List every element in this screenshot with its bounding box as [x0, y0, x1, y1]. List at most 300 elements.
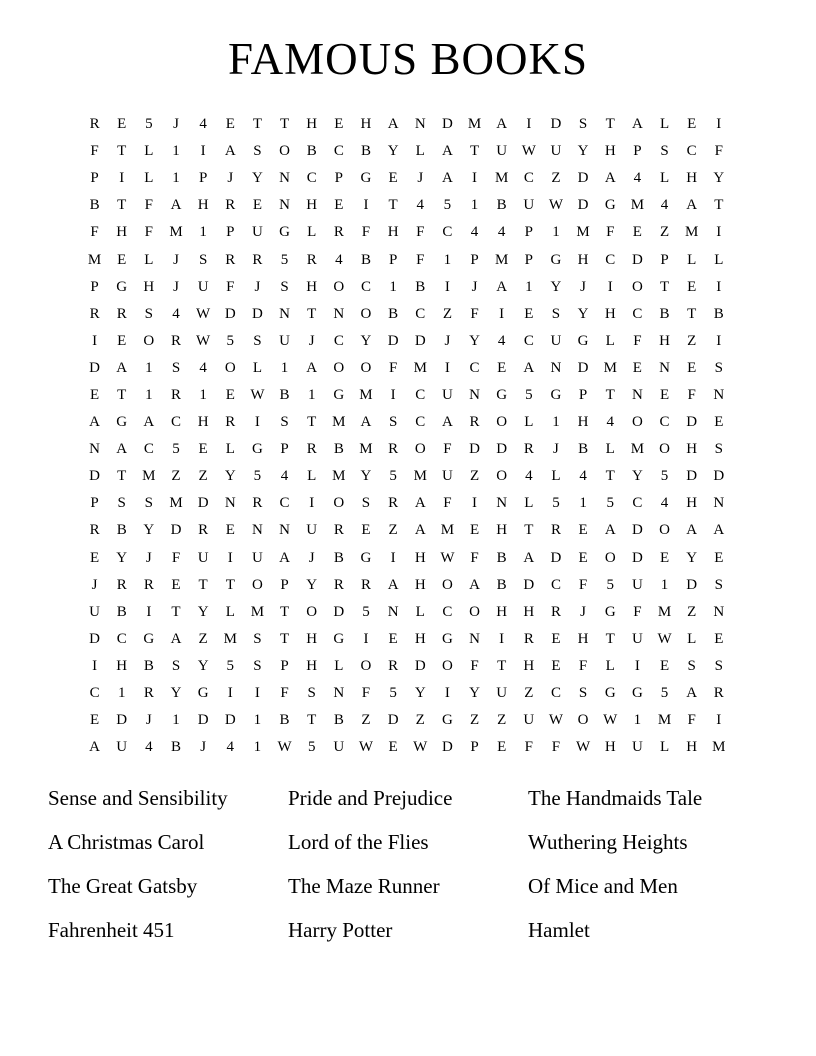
grid-cell: L — [415, 143, 425, 160]
grid-cell: D — [414, 332, 426, 349]
grid-cell: H — [496, 522, 508, 539]
grid-cell: T — [279, 603, 290, 620]
grid-cell: E — [551, 657, 561, 674]
grid-cell: 1 — [117, 685, 126, 702]
grid-cell: B — [279, 712, 290, 729]
grid-cell: R — [143, 685, 154, 702]
grid-cell: A — [686, 522, 698, 539]
grid-cell: S — [361, 495, 371, 512]
grid-cell: E — [714, 549, 724, 566]
grid-cell: A — [686, 197, 698, 214]
grid-cell: D — [251, 305, 263, 322]
grid-cell: G — [143, 630, 155, 647]
grid-cell: 4 — [497, 332, 506, 349]
grid-cell: U — [116, 739, 128, 756]
grid-cell: T — [279, 630, 290, 647]
grid-cell: S — [578, 685, 588, 702]
grid-cell: C — [442, 603, 453, 620]
grid-cell: P — [90, 495, 99, 512]
grid-cell: 5 — [172, 441, 180, 458]
grid-cell: C — [550, 685, 561, 702]
grid-cell: 1 — [660, 576, 669, 593]
grid-cell: S — [307, 685, 316, 702]
grid-cell: Z — [524, 685, 534, 702]
grid-cell: Z — [198, 630, 208, 647]
grid-cell: H — [387, 224, 399, 241]
grid-cell: M — [576, 224, 590, 241]
grid-cell: C — [415, 305, 426, 322]
grid-cell: C — [415, 414, 426, 431]
grid-cell: U — [441, 468, 453, 485]
grid-cell: 1 — [443, 251, 452, 268]
grid-cell: Z — [361, 712, 371, 729]
grid-cell: T — [307, 414, 317, 431]
grid-cell: 5 — [280, 251, 289, 268]
grid-cell: R — [523, 441, 534, 458]
grid-cell: B — [496, 197, 507, 214]
grid-cell: F — [144, 224, 154, 241]
grid-cell: J — [444, 332, 451, 349]
grid-cell: O — [604, 549, 616, 566]
grid-cell: 4 — [226, 739, 235, 756]
grid-cell: R — [360, 576, 371, 593]
grid-cell: S — [253, 143, 262, 160]
grid-cell: J — [145, 549, 152, 566]
grid-cell: W — [440, 549, 455, 566]
grid-cell: E — [687, 359, 697, 376]
grid-cell: Y — [116, 549, 128, 566]
word-list-item: Hamlet — [528, 918, 590, 943]
grid-cell: H — [116, 657, 128, 674]
grid-cell: O — [631, 278, 643, 295]
grid-cell: N — [224, 495, 236, 512]
grid-cell: M — [87, 251, 102, 268]
grid-cell: U — [89, 603, 100, 620]
grid-cell: R — [143, 576, 154, 593]
grid-cell: B — [333, 549, 344, 566]
grid-cell: G — [279, 224, 290, 241]
grid-cell: Y — [251, 170, 263, 187]
grid-cell: I — [146, 603, 152, 620]
grid-cell: M — [250, 603, 265, 620]
grid-cell: L — [415, 603, 425, 620]
grid-cell: Y — [387, 143, 399, 160]
grid-cell: 4 — [497, 224, 506, 241]
grid-cell: L — [659, 739, 670, 756]
grid-cell: Z — [687, 603, 697, 620]
grid-cell: W — [250, 386, 265, 403]
grid-cell: B — [578, 441, 589, 458]
grid-cell: F — [416, 224, 425, 241]
word-search-grid — [81, 111, 732, 761]
grid-cell: L — [551, 468, 561, 485]
grid-cell: C — [605, 251, 616, 268]
grid-cell: 1 — [525, 278, 533, 295]
grid-cell: H — [577, 251, 589, 268]
grid-cell: H — [143, 278, 155, 295]
grid-cell: W — [521, 143, 536, 160]
grid-cell: U — [631, 576, 643, 593]
grid-cell: 5 — [525, 386, 533, 403]
word-list-item: Sense and Sensibility — [48, 785, 228, 810]
grid-cell: 1 — [470, 197, 479, 214]
grid-cell: R — [388, 657, 399, 674]
grid-cell: H — [197, 197, 209, 214]
grid-cell: T — [687, 305, 697, 322]
grid-cell: A — [496, 116, 508, 133]
grid-cell: H — [577, 630, 589, 647]
grid-cell: D — [550, 549, 562, 566]
grid-cell: S — [714, 576, 723, 593]
grid-cell: F — [144, 197, 154, 214]
grid-cell: H — [197, 414, 209, 431]
grid-cell: H — [523, 657, 535, 674]
grid-cell: L — [659, 116, 670, 133]
grid-cell: D — [686, 414, 698, 431]
grid-cell: 1 — [172, 170, 180, 187]
grid-cell: T — [171, 603, 181, 620]
grid-cell: G — [360, 170, 372, 187]
grid-cell: Y — [360, 332, 372, 349]
grid-cell: C — [632, 495, 643, 512]
grid-cell: T — [659, 278, 670, 295]
grid-cell: B — [496, 549, 507, 566]
grid-cell: O — [306, 603, 318, 620]
grid-cell: N — [713, 603, 725, 620]
grid-cell: B — [713, 305, 724, 322]
grid-cell: B — [659, 305, 670, 322]
grid-cell: J — [145, 712, 152, 729]
grid-cell: Z — [442, 305, 452, 322]
grid-cell: M — [657, 603, 672, 620]
grid-cell: A — [523, 359, 535, 376]
grid-cell: R — [388, 495, 399, 512]
grid-cell: L — [307, 224, 317, 241]
grid-cell: 1 — [172, 712, 180, 729]
grid-cell: E — [687, 116, 697, 133]
grid-cell: 1 — [389, 278, 397, 295]
grid-cell: P — [578, 386, 588, 403]
grid-cell: W — [603, 712, 618, 729]
grid-cell: A — [686, 685, 698, 702]
grid-cell: F — [633, 332, 642, 349]
grid-cell: M — [440, 522, 455, 539]
grid-cell: J — [580, 278, 587, 295]
grid-cell: F — [714, 143, 723, 160]
grid-cell: F — [361, 224, 371, 241]
grid-cell: 4 — [416, 197, 424, 214]
grid-cell: F — [687, 386, 696, 403]
grid-cell: U — [631, 630, 643, 647]
grid-cell: R — [713, 685, 724, 702]
grid-cell: D — [414, 657, 426, 674]
grid-cell: H — [686, 495, 698, 512]
grid-cell: R — [523, 630, 534, 647]
grid-cell: G — [604, 685, 616, 702]
word-list-item: Of Mice and Men — [528, 873, 678, 898]
grid-cell: L — [687, 630, 697, 647]
grid-cell: H — [523, 603, 535, 620]
grid-cell: I — [92, 657, 98, 674]
grid-cell: F — [226, 278, 235, 295]
grid-cell: H — [577, 414, 589, 431]
grid-cell: U — [550, 143, 562, 160]
grid-cell: I — [254, 685, 260, 702]
grid-cell: Z — [687, 332, 697, 349]
grid-cell: Y — [197, 603, 209, 620]
grid-cell: T — [307, 305, 317, 322]
grid-cell: 5 — [606, 495, 614, 512]
grid-cell: D — [686, 576, 698, 593]
grid-cell: D — [333, 603, 345, 620]
grid-cell: S — [280, 278, 289, 295]
grid-cell: R — [550, 603, 561, 620]
grid-cell: H — [496, 603, 508, 620]
grid-cell: L — [144, 170, 154, 187]
grid-cell: N — [469, 630, 480, 647]
grid-cell: 5 — [443, 197, 452, 214]
word-list-item: The Maze Runner — [288, 873, 440, 898]
grid-cell: T — [117, 386, 127, 403]
grid-cell: C — [659, 414, 670, 431]
grid-cell: Z — [551, 170, 561, 187]
grid-cell: S — [117, 495, 126, 512]
grid-cell: O — [441, 657, 453, 674]
grid-cell: S — [280, 414, 289, 431]
grid-cell: S — [714, 359, 723, 376]
grid-cell: O — [333, 278, 345, 295]
grid-cell: R — [116, 305, 127, 322]
grid-cell: G — [550, 251, 562, 268]
grid-cell: I — [200, 143, 206, 160]
grid-cell: W — [196, 305, 211, 322]
grid-cell: D — [577, 359, 589, 376]
grid-cell: T — [279, 116, 290, 133]
grid-cell: T — [198, 576, 208, 593]
grid-cell: Z — [469, 712, 480, 729]
grid-cell: S — [253, 630, 262, 647]
grid-cell: M — [495, 251, 509, 268]
grid-cell: Y — [686, 549, 698, 566]
grid-cell: S — [687, 657, 696, 674]
grid-cell: C — [89, 685, 100, 702]
grid-cell: M — [142, 468, 156, 485]
grid-cell: 5 — [552, 495, 560, 512]
grid-cell: T — [497, 657, 507, 674]
grid-cell: H — [360, 116, 372, 133]
grid-cell: E — [252, 197, 262, 214]
grid-cell: I — [444, 278, 450, 295]
grid-cell: S — [198, 251, 208, 268]
grid-cell: Z — [388, 522, 398, 539]
grid-cell: E — [632, 359, 642, 376]
grid-cell: O — [333, 359, 345, 376]
grid-cell: A — [414, 522, 426, 539]
grid-cell: D — [441, 116, 453, 133]
grid-cell: I — [309, 495, 315, 512]
grid-cell: T — [524, 522, 534, 539]
grid-cell: Z — [469, 468, 480, 485]
grid-cell: C — [306, 170, 317, 187]
grid-cell: 1 — [579, 495, 587, 512]
grid-cell: T — [605, 116, 615, 133]
grid-cell: E — [388, 739, 398, 756]
grid-cell: A — [441, 170, 453, 187]
grid-cell: W — [576, 739, 591, 756]
grid-cell: F — [171, 549, 181, 566]
grid-cell: F — [280, 685, 289, 702]
grid-cell: E — [687, 278, 697, 295]
grid-cell: N — [333, 685, 345, 702]
grid-cell: Y — [550, 278, 562, 295]
grid-cell: E — [198, 441, 208, 458]
grid-cell: E — [497, 359, 507, 376]
grid-cell: M — [169, 224, 183, 241]
grid-cell: J — [200, 739, 207, 756]
grid-cell: M — [603, 359, 617, 376]
grid-cell: 4 — [335, 251, 343, 268]
grid-cell: U — [306, 522, 318, 539]
grid-cell: M — [413, 359, 427, 376]
grid-cell: B — [116, 603, 127, 620]
grid-cell: H — [686, 170, 698, 187]
grid-cell: C — [469, 359, 480, 376]
grid-cell: 5 — [389, 468, 397, 485]
grid-cell: D — [387, 332, 399, 349]
grid-cell: D — [387, 712, 399, 729]
grid-cell: E — [469, 522, 480, 539]
grid-cell: W — [548, 197, 564, 214]
grid-cell: E — [89, 712, 100, 729]
grid-cell: R — [306, 441, 317, 458]
grid-cell: A — [604, 522, 616, 539]
grid-cell: I — [499, 305, 505, 322]
grid-cell: Y — [306, 576, 318, 593]
grid-cell: F — [633, 603, 642, 620]
grid-cell: C — [333, 332, 344, 349]
grid-cell: 1 — [280, 359, 289, 376]
grid-cell: P — [633, 143, 642, 160]
grid-cell: N — [414, 116, 426, 133]
grid-cell: P — [660, 251, 669, 268]
grid-cell: N — [387, 603, 399, 620]
grid-cell: J — [471, 278, 478, 295]
grid-cell: A — [116, 441, 128, 458]
grid-cell: G — [577, 332, 589, 349]
grid-cell: B — [170, 739, 181, 756]
grid-cell: G — [441, 712, 453, 729]
grid-cell: G — [116, 278, 128, 295]
grid-cell: I — [607, 278, 613, 295]
grid-cell: L — [252, 359, 262, 376]
grid-cell: W — [657, 630, 672, 647]
grid-cell: N — [279, 305, 290, 322]
grid-cell: D — [550, 116, 562, 133]
grid-cell: 4 — [280, 468, 289, 485]
grid-cell: F — [90, 143, 99, 160]
grid-cell: D — [170, 522, 182, 539]
grid-cell: I — [254, 414, 260, 431]
grid-cell: H — [659, 332, 670, 349]
grid-cell: U — [333, 739, 345, 756]
grid-cell: L — [659, 170, 670, 187]
grid-cell: 5 — [253, 468, 262, 485]
grid-cell: L — [307, 468, 317, 485]
grid-cell: C — [550, 576, 561, 593]
grid-cell: F — [687, 712, 696, 729]
grid-cell: D — [496, 441, 508, 458]
grid-cell: M — [332, 468, 346, 485]
grid-cell: S — [253, 332, 262, 349]
grid-cell: R — [225, 197, 236, 214]
grid-cell: G — [550, 386, 562, 403]
grid-cell: A — [713, 522, 725, 539]
grid-cell: S — [551, 305, 561, 322]
grid-cell: N — [279, 522, 290, 539]
grid-cell: J — [254, 278, 261, 295]
grid-cell: 5 — [307, 739, 316, 756]
grid-cell: A — [360, 414, 372, 431]
grid-cell: F — [470, 657, 479, 674]
grid-cell: S — [714, 441, 723, 458]
grid-cell: 1 — [633, 712, 642, 729]
grid-cell: A — [441, 414, 453, 431]
grid-cell: C — [279, 495, 290, 512]
grid-cell: H — [414, 576, 426, 593]
grid-cell: W — [277, 739, 292, 756]
grid-cell: T — [117, 468, 127, 485]
grid-cell: F — [90, 224, 99, 241]
grid-cell: 1 — [552, 414, 560, 431]
grid-cell: O — [631, 414, 643, 431]
grid-cell: B — [415, 278, 426, 295]
grid-cell: D — [89, 630, 100, 647]
grid-cell: P — [280, 657, 289, 674]
grid-cell: E — [117, 251, 127, 268]
grid-cell: U — [550, 332, 562, 349]
grid-cell: R — [89, 305, 100, 322]
grid-cell: Y — [143, 522, 155, 539]
grid-cell: O — [360, 359, 372, 376]
grid-cell: E — [551, 630, 561, 647]
grid-cell: I — [119, 170, 125, 187]
grid-cell: W — [196, 332, 211, 349]
grid-cell: 4 — [525, 468, 533, 485]
grid-cell: E — [659, 657, 670, 674]
grid-cell: F — [578, 576, 588, 593]
grid-cell: N — [713, 386, 725, 403]
grid-cell: I — [526, 116, 532, 133]
grid-cell: H — [604, 305, 616, 322]
grid-cell: P — [226, 224, 235, 241]
grid-cell: W — [358, 739, 374, 756]
grid-cell: 4 — [172, 305, 180, 322]
grid-cell: E — [334, 116, 344, 133]
grid-cell: J — [173, 251, 179, 268]
grid-cell: 1 — [253, 712, 262, 729]
grid-cell: B — [496, 576, 507, 593]
grid-cell: I — [716, 332, 722, 349]
word-list-item: The Great Gatsby — [48, 873, 198, 898]
grid-cell: G — [333, 386, 345, 403]
grid-cell: M — [359, 441, 373, 458]
grid-cell: M — [467, 116, 482, 133]
grid-cell: U — [496, 143, 508, 160]
grid-cell: I — [716, 278, 722, 295]
grid-cell: I — [390, 549, 396, 566]
grid-cell: T — [388, 197, 398, 214]
grid-cell: I — [634, 657, 640, 674]
